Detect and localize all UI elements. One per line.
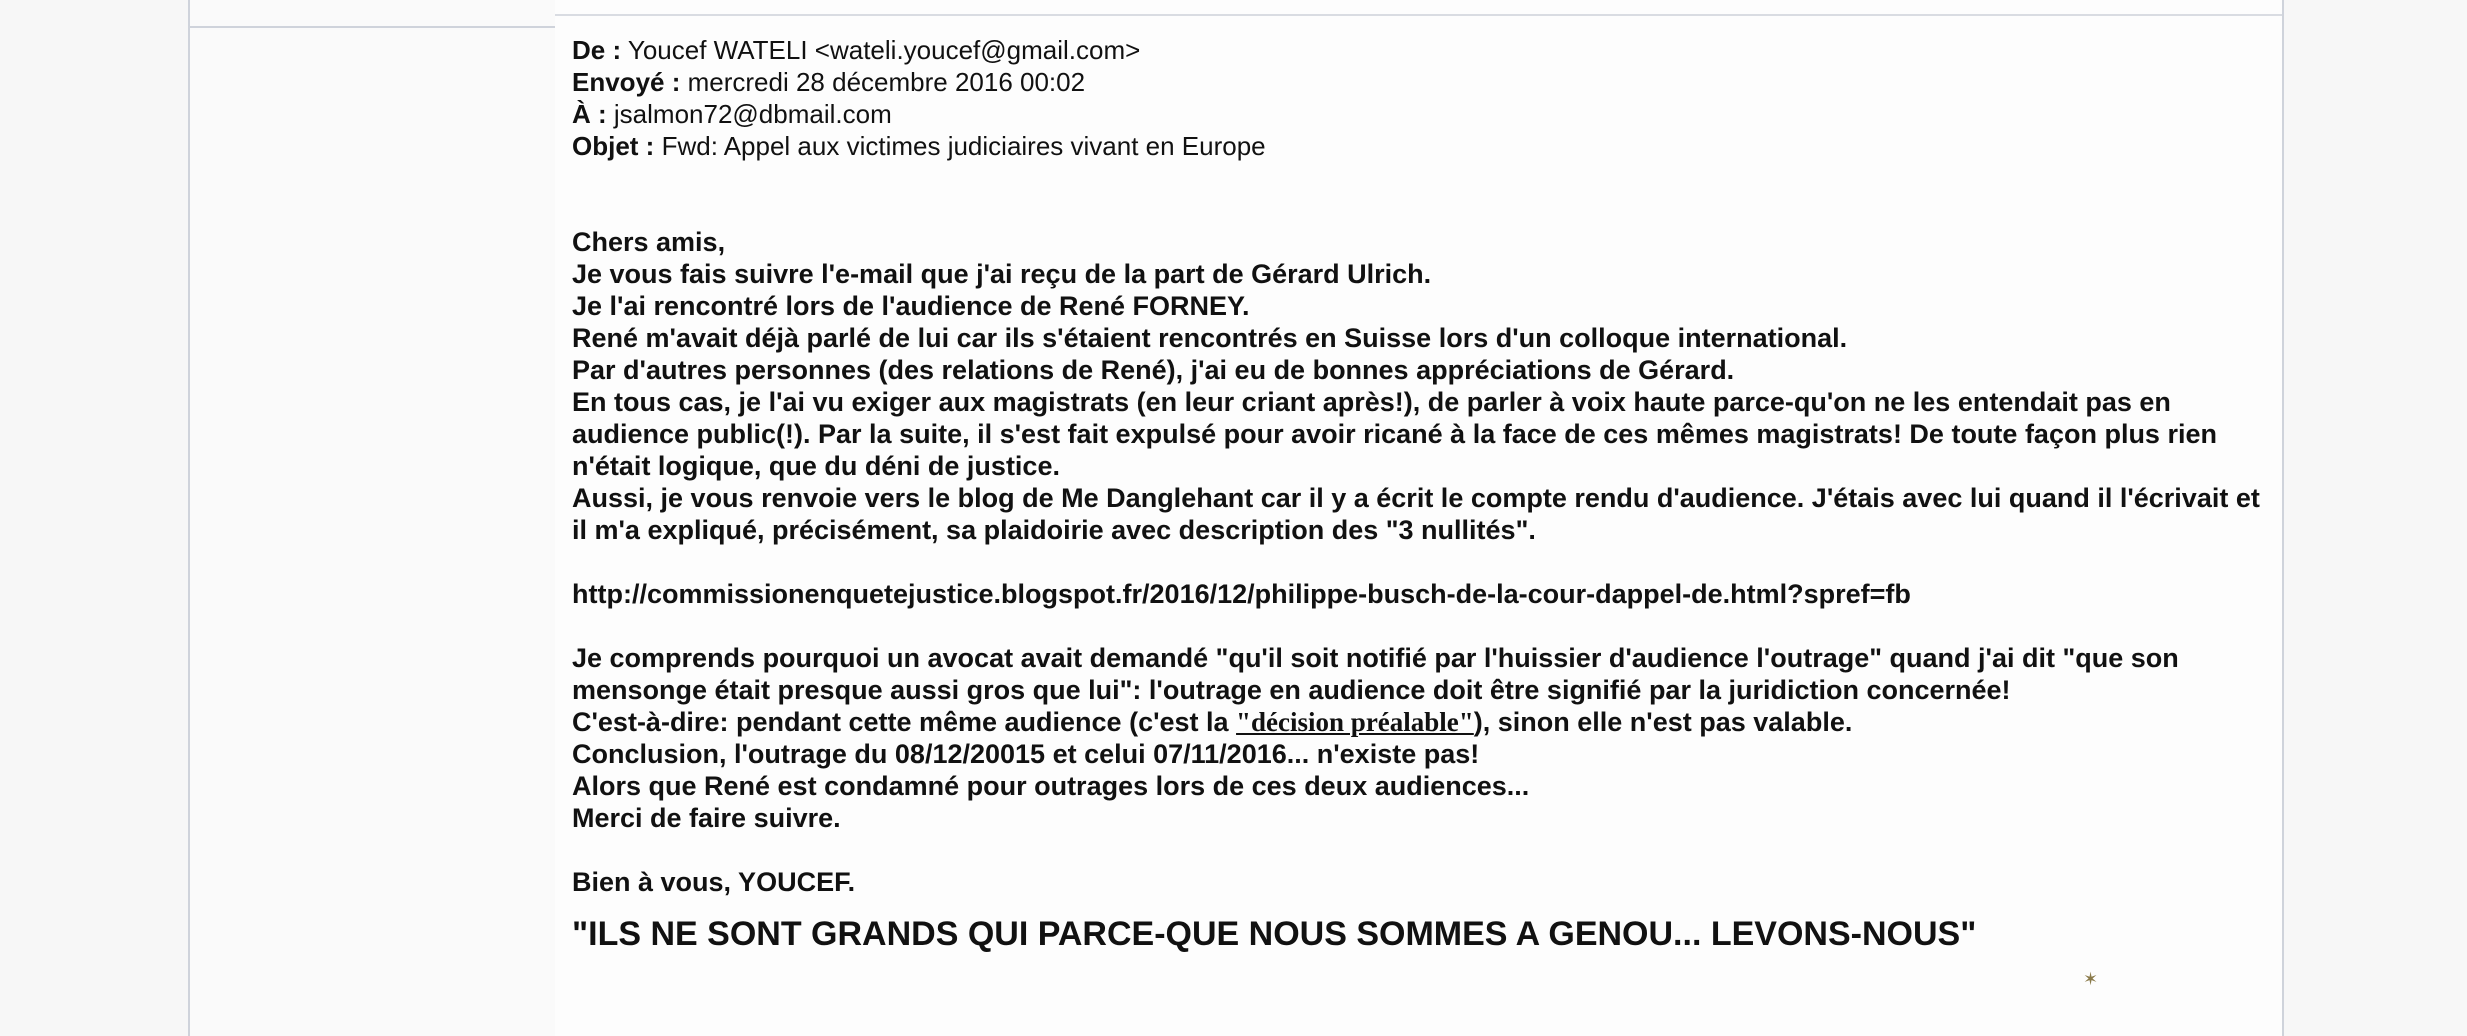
slogan: "ILS NE SONT GRANDS QUI PARCE-QUE NOUS SOMMES A GENOU... LEVONS-NOUS" (572, 915, 1977, 953)
divider (555, 14, 2282, 16)
body-line: Aussi, je vous renvoie vers le blog de Me Danglehant car il y a écrit le compte rendu d'audience. J'étais avec lui quand il l'écrivait et il m'a expliqué, précisément, sa plaidoirie avec description des "3 nullités". (572, 483, 2260, 545)
left-panel (188, 0, 559, 1036)
cest-text-after: ), sinon elle n'est pas valable. (1473, 707, 1853, 737)
body-line: Alors que René est condamné pour outrages lors de ces deux audiences... (572, 771, 1530, 801)
body-line: En tous cas, je l'ai vu exiger aux magistrats (en leur criant après!), de parler à voix haute parce-qu'on ne les entendait pas en audience public(!). Par la suite, il s'est fait expulsé pour avoir ricané à la face de ces mêmes magistrats! De toute façon plus rien n'était logique, que du déni de justice. (572, 387, 2217, 481)
body-line: Je comprends pourquoi un avocat avait demandé "qu'il soit notifié par l'huissier d'audience l'outrage" quand j'ai dit "que son mensonge était presque aussi gros que lui": l'outrage en audience doit être signifié par la juridiction concernée! (572, 643, 2179, 705)
from-label: De : (572, 35, 622, 65)
body-line: Je vous fais suivre l'e-mail que j'ai reçu de la part de Gérard Ulrich. (572, 259, 1432, 289)
from-row (572, 34, 2272, 66)
sent-row (572, 66, 2272, 98)
to-value: jsalmon72@dbmail.com (613, 99, 892, 129)
body-line: René m'avait déjà parlé de lui car ils s'étaient rencontrés en Suisse lors d'un colloque international. (572, 323, 1848, 353)
email-header (572, 34, 2272, 162)
subject-label: Objet : (572, 131, 655, 161)
body-line: Je l'ai rencontré lors de l'audience de René FORNEY. (572, 291, 1250, 321)
body-line: Par d'autres personnes (des relations de René), j'ai eu de bonnes appréciations de Gérard. (572, 355, 1735, 385)
subject-row (572, 130, 2272, 162)
cest-text-before: C'est-à-dire: pendant cette même audience (c'est la (572, 707, 1237, 737)
email-body (572, 226, 2272, 954)
greeting: Chers amis, (572, 227, 726, 257)
to-label: À : (572, 99, 607, 129)
body-line: Conclusion, l'outrage du 08/12/20015 et celui 07/11/2016... n'existe pas! (572, 739, 1480, 769)
email-content (572, 34, 2272, 954)
subject-value: Fwd: Appel aux victimes judiciaires vivant en Europe (661, 131, 1266, 161)
body-line: Merci de faire suivre. (572, 803, 841, 833)
from-value: Youcef WATELI <wateli.youcef@gmail.com> (627, 35, 1141, 65)
scan-speck-icon: ✶ (2083, 969, 2099, 989)
sent-label: Envoyé : (572, 67, 681, 97)
decision-prealable-text: "décision préalable" (1236, 707, 1474, 737)
body-line-cest (572, 706, 2272, 738)
sent-value: mercredi 28 décembre 2016 00:02 (687, 67, 1086, 97)
signoff: Bien à vous, YOUCEF. (572, 867, 856, 897)
left-panel-header-cell (190, 0, 557, 28)
blog-link[interactable]: http://commissionenquetejustice.blogspot.fr/2016/12/philippe-busch-de-la-cour-dappel-de.html?spref=fb (572, 579, 1911, 609)
to-row (572, 98, 2272, 130)
